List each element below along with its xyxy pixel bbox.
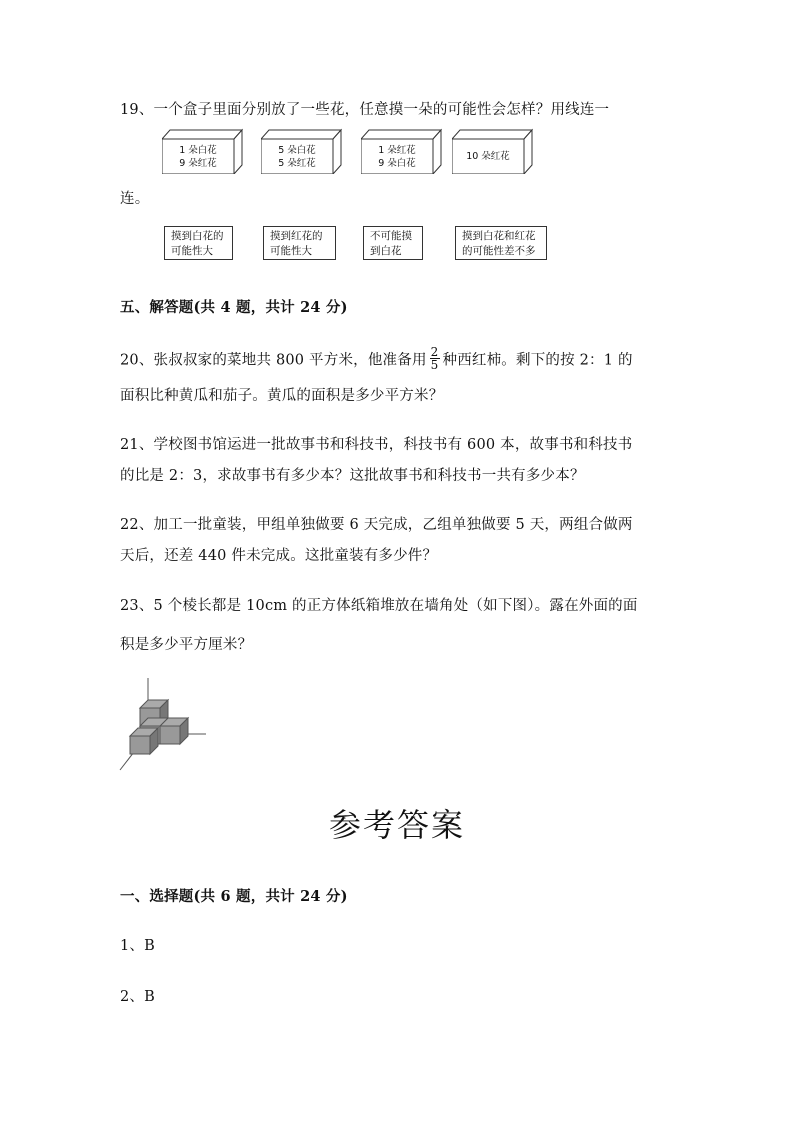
q19-line2: 连。 xyxy=(120,191,150,207)
box1-line2: 9 朵红花 xyxy=(179,157,217,169)
flower-box-4 xyxy=(452,128,534,174)
q20-frac-num: 2 xyxy=(430,345,439,359)
q19-line1: 19、一个盒子里面分别放了一些花，任意摸一朵的可能性会怎样？用线连一 xyxy=(120,102,610,118)
choice1-line1: 摸到白花的 xyxy=(171,230,224,242)
q20-frac-den: 5 xyxy=(430,358,439,372)
q20-pre: 20、张叔叔家的菜地共 800 平方米，他准备用 xyxy=(120,352,427,369)
answer-2: 2、B xyxy=(120,989,155,1005)
box2-line1: 5 朵白花 xyxy=(278,144,316,156)
q20-post: 种西红柿。剩下的按 2：1 的 xyxy=(442,352,633,369)
flower-box-1 xyxy=(162,128,244,174)
box1-line1: 1 朵白花 xyxy=(179,144,217,156)
flower-box-3 xyxy=(361,128,443,174)
section5-heading: 五、解答题(共 4 题，共计 24 分) xyxy=(120,299,348,316)
box2-line2: 5 朵红花 xyxy=(278,157,316,169)
answer-1: 1、B xyxy=(120,938,155,954)
choice3-line2: 到白花 xyxy=(370,245,402,257)
q21-line1: 21、学校图书馆运进一批故事书和科技书，科技书有 600 本，故事书和科技书 xyxy=(120,437,633,453)
choice2-line2: 可能性大 xyxy=(270,245,312,257)
q22-line1: 22、加工一批童装，甲组单独做要 6 天完成，乙组单独做要 5 天，两组合做两 xyxy=(120,517,633,533)
q20-fraction xyxy=(430,346,440,371)
q23-line2: 积是多少平方厘米？ xyxy=(120,637,253,653)
flower-box-2 xyxy=(261,128,343,174)
choice3-line1: 不可能摸 xyxy=(370,230,412,242)
answers-title: 参考答案 xyxy=(328,806,465,844)
box3-line2: 9 朵白花 xyxy=(378,157,416,169)
choice4-line2: 的可能性差不多 xyxy=(462,245,536,257)
q20-line1 xyxy=(120,345,633,373)
box3-line1: 1 朵红花 xyxy=(378,144,416,156)
q20-line2: 面积比种黄瓜和茄子。黄瓜的面积是多少平方米？ xyxy=(120,388,444,404)
q21-line2: 的比是 2：3，求故事书有多少本？这批故事书和科技书一共有多少本？ xyxy=(120,468,585,484)
choice-box-1[interactable] xyxy=(164,226,233,260)
q23-line1: 23、5 个棱长都是 10cm 的正方体纸箱堆放在墙角处（如下图）。露在外面的面 xyxy=(120,598,638,614)
choice2-line1: 摸到红花的 xyxy=(270,230,323,242)
choice4-line1: 摸到白花和红花 xyxy=(462,230,536,242)
box4-line1: 10 朵红花 xyxy=(466,151,510,162)
choice-box-3[interactable] xyxy=(363,226,423,260)
cube-stack-figure xyxy=(118,678,210,778)
choice-box-2[interactable] xyxy=(263,226,336,260)
choice1-line2: 可能性大 xyxy=(171,245,213,257)
choice-box-4[interactable] xyxy=(455,226,547,260)
q22-line2: 天后，还差 440 件未完成。这批童装有多少件？ xyxy=(120,548,438,564)
answers-section1-heading: 一、选择题(共 6 题，共计 24 分) xyxy=(120,888,348,905)
